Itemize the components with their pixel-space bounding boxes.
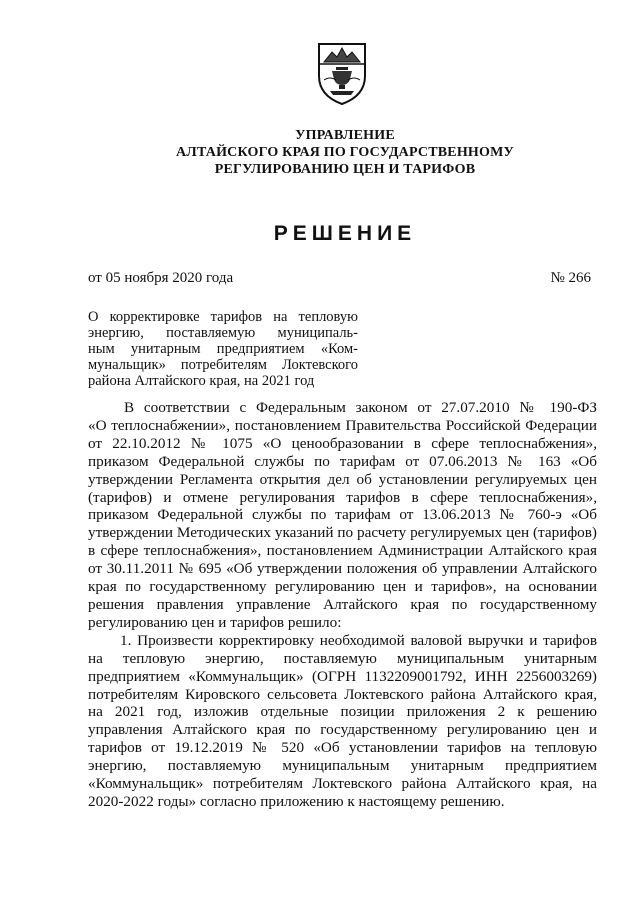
body-line: регулированию цен и тарифов решило:: [88, 613, 342, 631]
subject-line: О корректировке тарифов на тепловую: [88, 309, 358, 325]
body-line: приказом Федеральной службы по тарифам от 13.06.2013 № 760-э «Об: [88, 506, 597, 524]
body-line: в сфере теплоснабжения», постановлением Администрации Алтайского края: [88, 542, 597, 560]
body-line: от 30.11.2011 № 695 «Об утверждении положения об управлении Алтайского: [88, 560, 597, 578]
document-date: от 05 ноября 2020 года: [88, 270, 234, 286]
subject-line: района Алтайского края, на 2021 год: [88, 373, 315, 389]
subject-line: энергию, поставляемую муниципаль-: [88, 325, 358, 341]
body-line: тарифов от 19.12.2019 № 520 «Об установлении тарифов на тепловую: [88, 739, 597, 757]
body-line: на 2021 год, изложив отдельные позиции приложения 2 к решению: [88, 703, 597, 721]
subject-line: мунальщик» потребителям Локтевского: [88, 357, 358, 373]
body-line: от 22.10.2012 № 1075 «О ценообразовании в сфере теплоснабжения»,: [88, 434, 597, 452]
document-type-title: РЕШЕНИЕ: [273, 222, 417, 245]
authority-line: УПРАВЛЕНИЕ: [295, 128, 395, 143]
subject-line: ным унитарным предприятием «Ком-: [88, 341, 358, 357]
authority-line: РЕГУЛИРОВАНИЮ ЦЕН И ТАРИФОВ: [214, 162, 476, 177]
authority-line: АЛТАЙСКОГО КРАЯ ПО ГОСУДАРСТВЕННОМУ: [176, 145, 514, 160]
body-line: В соответствии с Федеральным законом от 27.07.2010 № 190-ФЗ: [124, 399, 597, 416]
issuing-authority: [140, 127, 550, 178]
body-line: приказом Федеральной службы по тарифам от 07.06.2013 № 163 «Об: [88, 452, 597, 470]
body-line: управления Алтайского края по государственному регулированию цен и: [88, 721, 597, 739]
body-line: энергию, поставляемую муниципальным унитарным предприятием: [88, 757, 597, 775]
body-line: потребителям Кировского сельсовета Локтевского района Алтайского края,: [88, 685, 597, 703]
body-line: решения правления управление Алтайского края по государственному: [88, 595, 597, 613]
document-number: № 266: [550, 270, 591, 286]
body-line: на тепловую энергию, поставляемую муниципальным унитарным: [88, 649, 597, 667]
document-subject: [88, 309, 358, 389]
body-line: «О теплоснабжении», постановлением Правительства Российской Федерации: [88, 416, 597, 434]
body-line: 1. Произвести корректировку необходимой валовой выручки и тарифов: [120, 631, 597, 649]
body-line: края по государственному регулированию цен и тарифов», на основании: [88, 578, 597, 596]
document-body: [88, 399, 597, 811]
body-line: (тарифов) и отмене регулирования тарифов в сфере теплоснабжения»,: [88, 488, 597, 506]
body-line: «Коммунальщик» потребителям Локтевского района Алтайского края, на: [88, 775, 597, 793]
body-line: предприятием «Коммунальщик» (ОГРН 1132209001792, ИНН 2256003269): [88, 667, 597, 685]
body-line: утверждении Методических указаний по расчету регулируемых цен (тарифов): [88, 524, 597, 542]
body-line: утверждении Регламента открытия дел об установлении регулируемых цен: [88, 470, 597, 488]
coat-of-arms-icon: [316, 40, 368, 106]
body-line: 2020-2022 годы» согласно приложению к настоящему решению.: [88, 792, 505, 810]
